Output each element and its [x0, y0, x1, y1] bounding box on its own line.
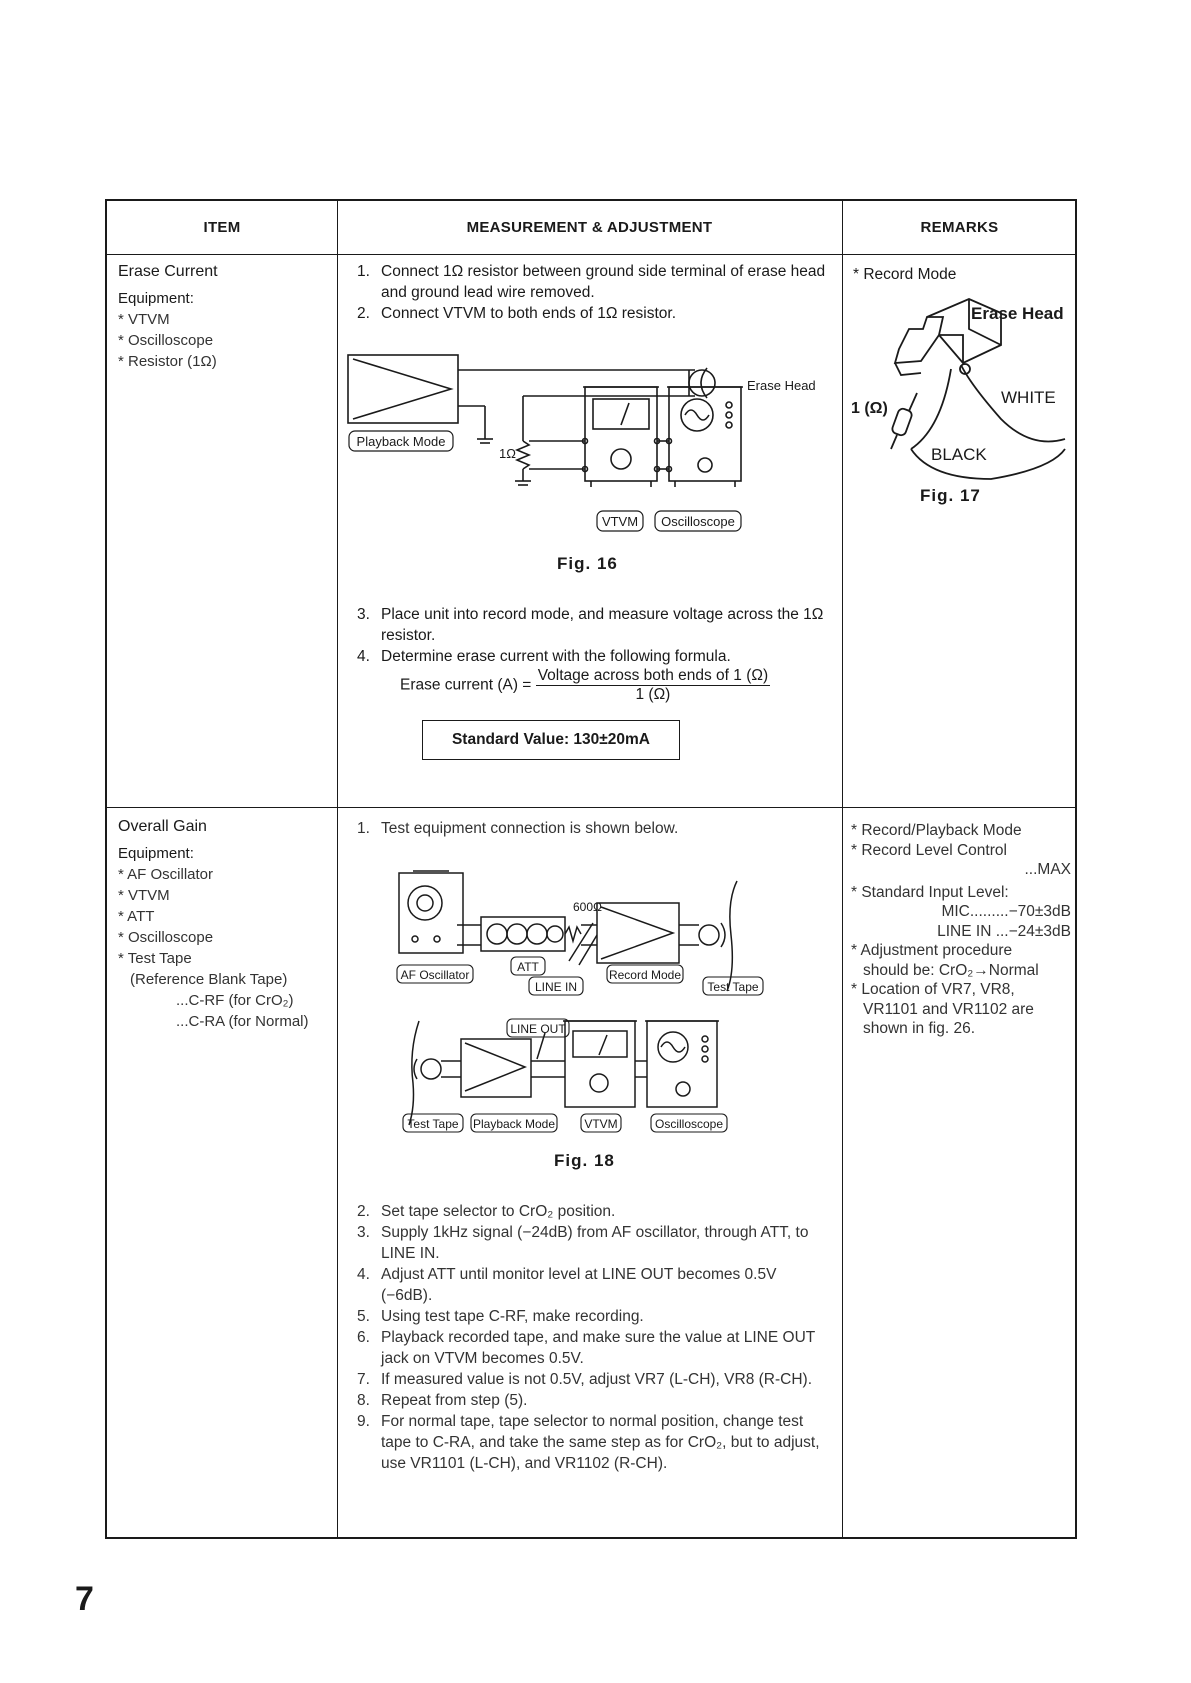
remark-line: * Location of VR7, VR8,	[851, 981, 1015, 998]
gain-title: Overall Gain	[118, 818, 207, 835]
fig18-vtvm-label	[581, 1114, 621, 1132]
erase-formula: Erase current (A) = $\frac{\text{Voltage across both ends of 1 (Ω)}}{1 (\Omega)}$	[400, 667, 769, 703]
gain-equipment-item: * ATT	[118, 908, 155, 925]
fig17-erase-head-label: Erase Head	[971, 304, 1064, 323]
svg-text:VTVM: VTVM	[584, 1117, 618, 1131]
header-measurement: MEASUREMENT & ADJUSTMENT	[466, 219, 713, 236]
remark-line-in: LINE IN ...−24±3dB	[937, 922, 1071, 940]
header-item: ITEM	[203, 219, 241, 236]
formula-numerator: Voltage across both ends of 1 (Ω)	[537, 667, 769, 684]
vtvm-knob	[611, 449, 631, 469]
fig16-erase-head-label: Erase Head	[747, 378, 816, 393]
fig17-black-label: BLACK	[931, 445, 987, 464]
row-divider	[107, 807, 1075, 808]
svg-text:ATT: ATT	[517, 960, 539, 974]
fig16-diagram	[347, 329, 837, 559]
record-amplifier-box	[597, 903, 679, 963]
svg-text:Test Tape: Test Tape	[407, 1117, 459, 1131]
fig18-oscilloscope-label	[651, 1114, 727, 1132]
standard-value-box: Standard Value: 130±20mA	[422, 720, 680, 760]
remark-line: VR1101 and VR1102 are	[863, 1000, 1034, 1018]
resistor-symbol	[517, 441, 529, 469]
test-tape-path	[727, 881, 737, 991]
svg-text:AF Oscillator: AF Oscillator	[400, 968, 470, 982]
gain-step-1	[357, 818, 827, 839]
column-divider-1	[337, 201, 338, 1537]
remark-line: ...MAX	[1024, 861, 1071, 878]
page-number: 7	[75, 1580, 94, 1618]
svg-text:LINE OUT: LINE OUT	[510, 1022, 566, 1036]
step-item: 3. Place unit into record mode, and measure voltage across the 1Ω resistor.	[357, 606, 824, 644]
svg-text:Test Tape: Test Tape	[707, 980, 759, 994]
svg-text:Oscilloscope: Oscilloscope	[661, 514, 735, 529]
step-item: 2. Set tape selector to CrO₂ position.	[357, 1203, 616, 1220]
svg-text:Playback Mode: Playback Mode	[356, 434, 446, 449]
step-item: 6. Playback recorded tape, and make sure the value at LINE OUT jack on VTVM becomes 0.5V.	[357, 1329, 815, 1367]
black-lead	[911, 369, 951, 449]
fig16-caption: Fig. 16	[557, 554, 618, 573]
step-item: 5. Using test tape C-RF, make recording.	[357, 1308, 644, 1325]
gain-steps	[357, 1201, 827, 1474]
gain-equipment-item: * Test Tape	[118, 950, 192, 967]
erase-steps-1	[357, 261, 827, 324]
step-item: 7. If measured value is not 0.5V, adjust VR7 (L-CH), VR8 (R-CH).	[357, 1371, 813, 1388]
step-item: 2. Connect VTVM to both ends of 1Ω resistor.	[357, 305, 677, 322]
svg-text:Playback Mode: Playback Mode	[472, 1117, 556, 1131]
erase-remarks-mode: * Record Mode	[853, 266, 957, 283]
step-item: 4. Determine erase current with the following formula.	[357, 648, 731, 665]
remark-line: * Record Level Control	[851, 841, 1007, 859]
fig18-caption: Fig. 18	[554, 1151, 615, 1170]
af-oscillator-body	[399, 873, 463, 953]
fig18-line-in-label	[529, 977, 583, 995]
gain-tape-sub: ...C-RA (for Normal)	[176, 1013, 309, 1030]
fig18-af-oscillator-label	[397, 965, 473, 983]
gain-equipment-item: * Oscilloscope	[118, 929, 214, 946]
remark-mic: MIC.........−70±3dB	[941, 903, 1071, 920]
adjustment-table	[105, 199, 1077, 1539]
gain-item-cell	[118, 816, 333, 1032]
erase-equipment-item: * Oscilloscope	[118, 332, 214, 349]
fig18-att-label	[511, 957, 545, 975]
fig17-resistor	[891, 407, 913, 436]
gain-remarks	[851, 821, 1071, 1039]
step-item: 8. Repeat from step (5).	[357, 1392, 528, 1409]
fig17-resistor-label: 1 (Ω)	[851, 400, 888, 417]
fig18-test-tape-label-2	[403, 1114, 463, 1132]
step-item: 3. Supply 1kHz signal (−24dB) from AF oscillator, through ATT, to LINE IN.	[357, 1224, 809, 1262]
remark-line: * Record/Playback Mode	[851, 822, 1022, 839]
formula-denominator: 1 (Ω)	[635, 686, 671, 703]
erase-title: Erase Current	[118, 263, 218, 280]
remark-line: should be: CrO₂→Normal	[863, 961, 1039, 979]
fig18-diagram	[357, 861, 827, 1136]
erase-steps-2	[357, 604, 827, 667]
gain-equipment-item: * VTVM	[118, 887, 170, 904]
header-divider	[107, 254, 1075, 255]
fig18-test-tape-label	[703, 977, 763, 995]
erase-equipment-item: * VTVM	[118, 311, 170, 328]
gain-tape-sub: ...C-RF (for CrO₂)	[176, 992, 294, 1009]
gain-equipment-label: Equipment:	[118, 845, 194, 862]
remark-line: * Adjustment procedure	[851, 942, 1013, 959]
fig16-resistor-label: 1Ω	[499, 446, 516, 461]
att-body	[481, 917, 565, 951]
step-item: 4. Adjust ATT until monitor level at LINE OUT becomes 0.5V (−6dB).	[357, 1266, 777, 1304]
svg-text:VTVM: VTVM	[601, 514, 639, 529]
fig17-white-label: WHITE	[1001, 388, 1056, 407]
fig18-600ohm-label: 600Ω	[573, 900, 602, 914]
fig18-record-mode-label	[607, 965, 683, 983]
erase-item-cell	[118, 261, 333, 372]
amplifier-box	[348, 355, 458, 423]
erase-equipment-label: Equipment:	[118, 290, 194, 307]
fig17-erase-head-illustration	[851, 289, 1073, 489]
header-remarks: REMARKS	[920, 219, 999, 236]
remark-line: shown in fig. 26.	[863, 1020, 976, 1037]
fig16-vtvm-label	[597, 511, 643, 531]
vtvm-body-2	[565, 1021, 635, 1107]
gain-tape-sub: (Reference Blank Tape)	[130, 971, 288, 988]
amplifier-triangle	[353, 359, 451, 419]
fig18-line-out-label	[507, 1019, 569, 1037]
step-item: 1. Connect 1Ω resistor between ground side terminal of erase head and ground lead wire removed.	[357, 263, 826, 301]
remark-line: * Standard Input Level:	[851, 883, 1009, 901]
fig17-caption: Fig. 17	[920, 486, 981, 505]
erase-head-symbol	[689, 370, 715, 396]
column-divider-2	[842, 201, 843, 1537]
svg-text:Record Mode: Record Mode	[608, 968, 682, 982]
erase-equipment-item: * Resistor (1Ω)	[118, 353, 217, 370]
step-item: 1. Test equipment connection is shown below.	[357, 820, 679, 837]
svg-text:Oscilloscope: Oscilloscope	[654, 1117, 724, 1131]
fig18-playback-mode-label	[471, 1114, 557, 1132]
step-item: 9. For normal tape, tape selector to normal position, change test tape to C-RA, and take the same step as for CrO₂, but to adjust, use VR1101 (L-CH), and VR1102 (R-CH).	[357, 1413, 820, 1472]
erase-head-bracket	[895, 317, 943, 363]
fig16-oscilloscope-label	[655, 511, 741, 531]
svg-text:LINE IN: LINE IN	[534, 980, 578, 994]
oscilloscope-body-2	[647, 1021, 717, 1107]
gain-equipment-item: * AF Oscillator	[118, 866, 214, 883]
vtvm-body	[585, 387, 657, 481]
fig16-playback-mode-label	[349, 431, 453, 451]
